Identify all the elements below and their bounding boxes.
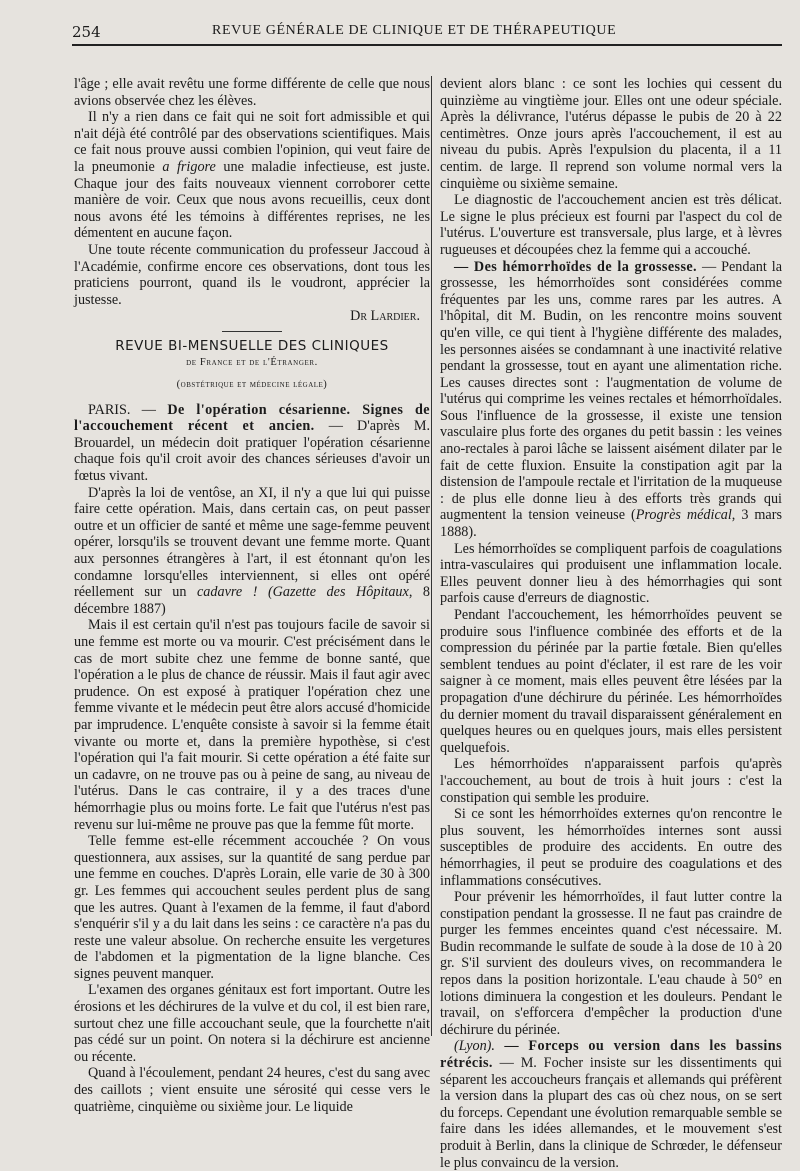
paragraph: Pour prévenir les hémorrhoïdes, il faut lutter contre la constipation pendant la grossesse. Il ne faut pas craindre de purger les femmes enceintes quand c'est nécessaire. M. Budin recommande le sulfate de soude à la dose de 10 à 20 gr. S'il survient des douleurs vives, on recommandera le repos dans la position horizontale. L'eau chaude à 50° en lotions diminuera la congestion et les douleurs. Pendant le travail, on s'efforcera d'empêcher la production d'une déchirure du périnée. (440, 889, 782, 1038)
paragraph: L'examen des organes génitaux est fort important. Outre les érosions et les déchirures de la vulve et du col, il est bien rare, surtout chez une fille accouchant seule, que la fourchette n'ait pas cédé sur un point. On notera si la déchirure est ancienne ou récente. (74, 982, 430, 1065)
paragraph: Pendant l'accouchement, les hémorrhoïdes peuvent se produire sous l'influence combinée des efforts et de la compression du périnée par la partie fœtale. Bien qu'elles semblent tendues au point d'éclater, il est rare de les voir saigner à ce moment, mais elles peuvent être lésées par la propagation d'une déchirure du périnée. Les hémorrhoïdes du dernier moment du travail disparaissent généralement en quelques heures ou en quelques jours, mais elles persistent quelquefois. (440, 607, 782, 756)
section-title: REVUE BI-MENSUELLE DES CLINIQUES (115, 337, 389, 354)
paragraph: l'âge ; elle avait revêtu une forme différente de celle que nous avions observée chez les élèves. (74, 76, 430, 109)
paragraph: devient alors blanc : ce sont les lochies qui cessent du quinzième au vingtième jour. Elles ont une odeur spéciale. Après la délivrance, l'utérus dépasse le pubis de 20 à 22 centimètres. Onze jours après l'accouchement, il est au niveau du pubis. Après l'expulsion du placenta, il a 11 centim. de large. Il reprend son volume normal vers la cinquième ou sixième semaine. (440, 76, 782, 192)
page-header (72, 20, 782, 46)
paragraph: Le diagnostic de l'accouchement ancien est très délicat. Le signe le plus précieux est fourni par l'aspect du col de l'utérus. L'ouverture est transversale, plus large, et à lèvres rugueuses et découpées chez la femme qui a accouché. (440, 192, 782, 258)
article-heading: — Forceps ou version dans les bassins rétrécis. (440, 1038, 782, 1072)
section-subtitle: de France et de l'Étranger. (186, 356, 318, 368)
right-column (440, 76, 782, 1171)
article-paragraph: (Lyon). — Forceps ou version dans les bassins rétrécis. — M. Focher insiste sur les dissentiments qui séparent les accoucheurs français et allemands qui préfèrent la version dans la plupart des cas où chez nous, on se sert du forceps. Cependant une évolution remarquable semble se faire dans les idées allemandes, et le mouvement s'est produit à Berlin, dans la clinique de Schrœder, le défenseur le plus convaincu de la version. (440, 1038, 782, 1171)
running-title: REVUE GÉNÉRALE DE CLINIQUE ET DE THÉRAPEUTIQUE (212, 23, 617, 38)
left-column (74, 76, 430, 1115)
paragraph: D'après la loi de ventôse, an XI, il n'y a que lui qui puisse faire cette opération. Mais, dans certain cas, on peut passer outre et un officier de santé et même une sage-femme peuvent opérer, lorsqu'ils se trouvent devant une femme morte. Quant aux personnes étrangères à l'art, il est étonnant qu'on les condamne lorsqu'elles interviennent, si elles ont opéré réellement sur un cadavre ! (Gazette des Hôpitaux, 8 décembre 1887) (74, 484, 430, 617)
paragraph: Les hémorrhoïdes se compliquent parfois de coagulations intra-vasculaires qui produisent une inflammation locale. Elles peuvent donner lieu à des hémorrhagies qui sont parfois cause d'erreurs de diagnostic. (440, 540, 782, 607)
column-divider (431, 76, 432, 1036)
paragraph: Mais il est certain qu'il n'est pas toujours facile de savoir si une femme est morte ou va mourir. C'est précisément dans le cas de mort subite chez une femme de bonne santé, que l'opération a le plus de chance de réussir. Mais il faut agir avec prudence. On est exposé à pratiquer l'opération chez une femme vivante et le médecin peut être alors accusé d'homicide par imprudence. L'enquête consiste à savoir si la femme était vivante ou morte et, dans la première hypothèse, si c'est l'opération qui l'a fait mourir. Si cette opération a été faite sur un cadavre, on ne trouve pas ou à peine de sang, au niveau de l'utérus. Dans le cas contraire, il y a des traces d'une hémorrhagie plus ou moins forte. Le fait que l'utérus n'est pas revenu sur lui-même ne prouve pas que la femme fût morte. (74, 617, 430, 833)
paragraph: Quand à l'écoulement, pendant 24 heures, c'est du sang avec des caillots ; vient ensuite une sérosité qui cesse vers le quatrième, cinquième ou sixième jour. Le liquide (74, 1065, 430, 1115)
article-paragraph: — Des hémorrhoïdes de la grossesse. — Pendant la grossesse, les hémorrhoïdes sont considérées comme fréquentes par les uns, comme rares par les autres. A l'hôpital, dit M. Budin, on les rencontre moins souvent qu'en ville, ce qui tient à l'hygiène différente des malades, les personnes aisées se condamnant à une inactivité relative pendant la grossesse, tout en ayant une alimentation riche. Les causes directes sont : l'augmentation de volume de l'utérus qui comprime les veines rectales et hémorrhoïdales. Sous l'influence de la grossesse, il existe une tension vasculaire plus forte des organes du petit bassin : les veines ano-rectales à paroi lâche se laissent aisément dilater par le fait de cette fluxion. Ensuite la constipation agit par la distension de l'ampoule rectale et l'irritation de la muqueuse : de plus elle donne lieu à des efforts très grands qui augmentent la tension veineuse (Progrès médical, 3 mars 1888). (440, 258, 782, 541)
section-note: (obstétrique et médecine légale) (176, 379, 328, 391)
paragraph: Les hémorrhoïdes n'apparaissent parfois qu'après l'accouchement, au bout de trois à huit jours : c'est la constipation qui semble les produire. (440, 756, 782, 806)
paragraph: Il n'y a rien dans ce fait qui ne soit fort admissible et qui n'ait déjà été contrôlé par des observations scientifiques. Mais ce fait nous prouve aussi combien l'opinion, qui veut faire de la pneumonie a frigore une maladie infectieuse, est juste. Chaque jour des faits nouveaux viennent corroborer cette manière de voir. Ceux que nous avons recueillis, ceux dont nous avons été les témoins à différentes reprises, ne les démentent en aucune façon. (74, 109, 430, 242)
article-paragraph: PARIS. — De l'opération césarienne. Signes de l'accouchement récent et ancien. — D'après M. Brouardel, un médecin doit pratiquer l'opération césarienne chaque fois qu'il croit avoir des chances sérieuses d'avoir un fœtus vivant. (74, 401, 430, 485)
article-heading: — Des hémorrhoïdes de la grossesse. (454, 258, 698, 275)
paragraph: Si ce sont les hémorrhoïdes externes qu'on rencontre le plus souvent, les hémorrhoïdes internes sont aussi susceptibles de produire des accidents. En outre des hémorrhagies, il peut se produire des coagulations et des inflammations consécutives. (440, 806, 782, 889)
author-signature: Dr Lardier. (350, 308, 420, 325)
paragraph: Telle femme est-elle récemment accouchée ? On vous questionnera, aux assises, sur la quantité de sang perdue par une femme en couches. D'après Lorain, elle varie de 30 à 300 gr. Les femmes qui accouchent seules perdent plus de sang que les autres. Quant à l'examen de la femme, il faut d'abord s'enquérir s'il y a du lait dans les seins : ce caractère n'a pas du reste une valeur absolue. On recherche ensuite les vergetures de l'abdomen et la pigmentation de la ligne blanche. Ces signes peuvent manquer. (74, 833, 430, 982)
article-heading: De l'opération césarienne. Signes de l'accouchement récent et ancien. (74, 401, 430, 435)
separator-rule (222, 331, 282, 332)
paragraph: Une toute récente communication du professeur Jaccoud à l'Académie, confirme encore ces observations, dont tous les praticiens pourront, quand ils le voudront, apprécier la justesse. (74, 241, 430, 308)
page-number: 254 (72, 23, 101, 41)
